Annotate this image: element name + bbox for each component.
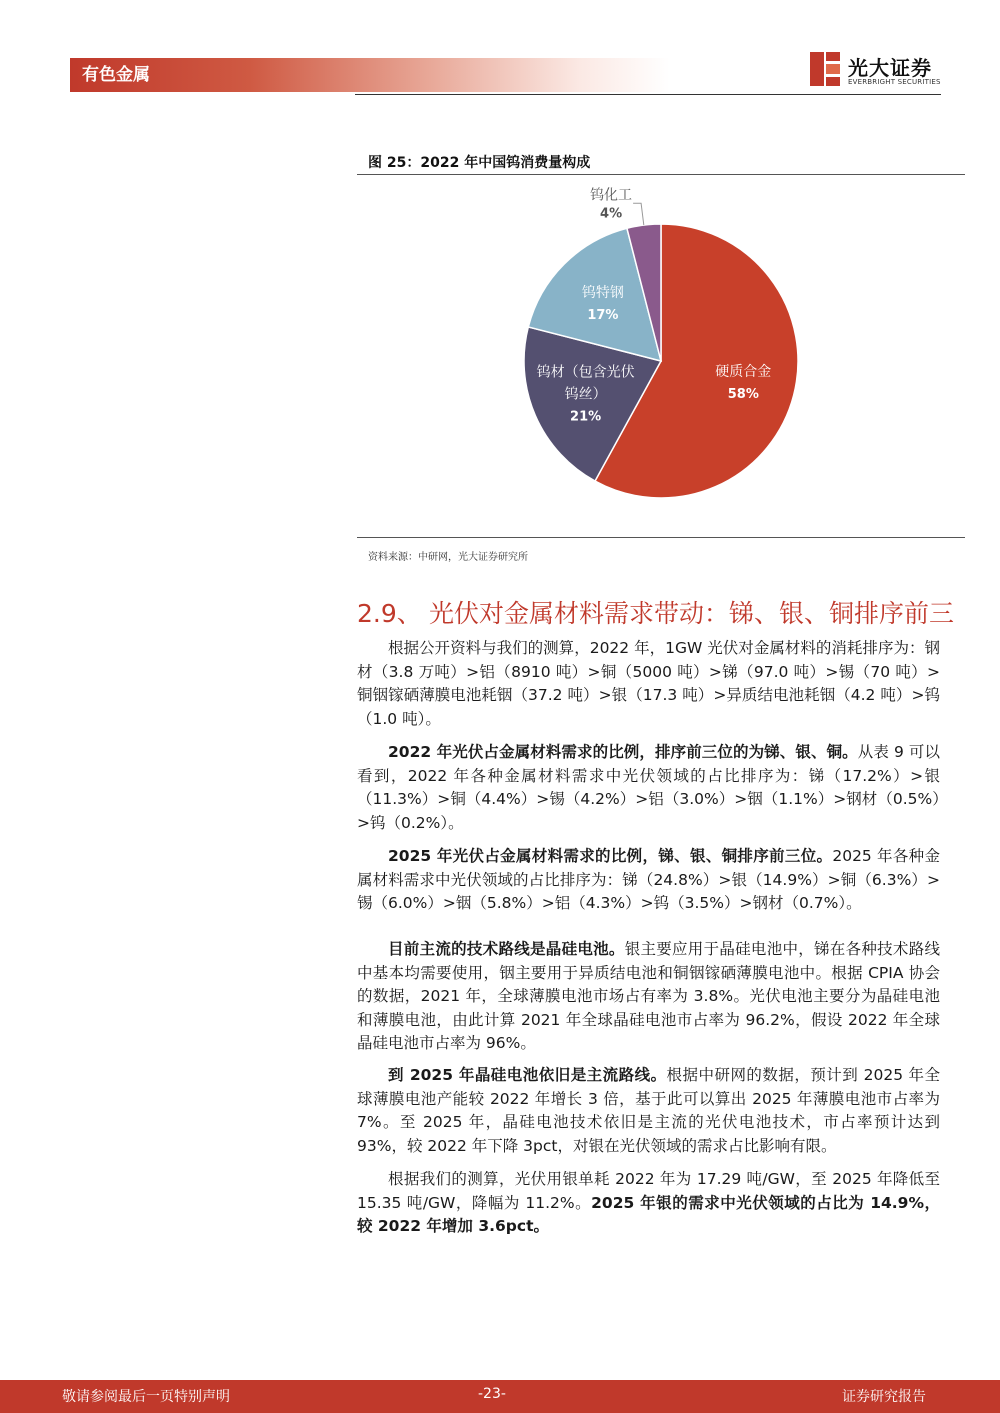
pie-label: 钨化工 bbox=[590, 187, 633, 204]
footer-report-type: 证券研究报告 bbox=[842, 1389, 926, 1405]
section-heading bbox=[357, 594, 954, 630]
logo-mark-icon bbox=[810, 52, 840, 86]
logo-text-en: EVERBRIGHT SECURITIES bbox=[848, 78, 941, 86]
paragraph-1-text: 根据公开资料与我们的测算，2022 年，1GW 光伏对金属材料的消耗排序为：钢材（3.8 万吨）>铝（8910 吨）>铜（5000 吨）>锑（97.0 吨）>锡（70 吨）>铜铟镓硒薄膜电池耗铟（37.2 吨）>银（17.3 吨）>异质结电池耗铟（4.2 吨）>钨（1.0 吨）。 bbox=[357, 639, 940, 728]
paragraph-6 bbox=[357, 1168, 940, 1239]
logo-text-cn: 光大证券 bbox=[848, 56, 932, 80]
figure-source: 资料来源：中研网，光大证券研究所 bbox=[368, 552, 528, 563]
section-title: 光伏对金属材料需求带动：锑、银、铜排序前三 bbox=[429, 599, 955, 628]
pie-value-label: 21% bbox=[570, 409, 602, 425]
footer-disclaimer: 敬请参阅最后一页特别声明 bbox=[62, 1389, 230, 1405]
pie-value-label: 17% bbox=[587, 307, 619, 323]
pie-label: 钨材（包含光伏 bbox=[536, 364, 635, 381]
section-number: 2.9、 bbox=[357, 599, 422, 628]
figure-bottom-rule bbox=[357, 537, 965, 538]
paragraph-4-text: 银主要应用于晶硅电池中，锑在各种技术路线中基本均需要使用，铟主要用于异质结电池和铜铟镓硒薄膜电池中。根据 CPIA 协会的数据，2021 年，全球薄膜电池市场占有率为 3.8%。光伏电池主要分为晶硅电池和薄膜电池，由此计算 2021 年全球晶硅电池市占率为 96.2%，假设 2022 年全球晶硅电池市占率为 96%。 bbox=[357, 940, 940, 1052]
pie-value-label: 4% bbox=[600, 206, 623, 222]
figure-title: 图 25：2022 年中国钨消费量构成 bbox=[368, 155, 591, 171]
paragraph-4 bbox=[357, 938, 940, 1056]
pie-leader-line bbox=[633, 203, 644, 225]
pie-label: 钨丝） bbox=[564, 386, 607, 403]
paragraph-5 bbox=[357, 1064, 940, 1158]
paragraph-2-lead: 2022 年光伏占金属材料需求的比例，排序前三位的为锑、银、铜。 bbox=[388, 743, 858, 761]
paragraph-4-lead: 目前主流的技术路线是晶硅电池。 bbox=[388, 940, 625, 958]
figure-top-rule bbox=[357, 174, 965, 175]
paragraph-1 bbox=[357, 637, 940, 731]
header-band bbox=[70, 58, 670, 92]
company-logo bbox=[810, 50, 942, 90]
paragraph-2-text: 从表 9 可以看到，2022 年各种金属材料需求中光伏领域的占比排序为：锑（17.2%）>银（11.3%）>铜（4.4%）>锡（4.2%）>铝（3.0%）>铟（1.1%）>钢材（0.5%）>钨（0.2%）。 bbox=[357, 743, 941, 832]
paragraph-3-text: 2025 年各种金属材料需求中光伏领域的占比排序为：锑（24.8%）>银（14.9%）>铜（6.3%）>锡（6.0%）>铟（5.8%）>铝（4.3%）>钨（3.5%）>钢材（0.7%）。 bbox=[357, 847, 940, 912]
paragraph-2 bbox=[357, 741, 940, 835]
pie-label: 钨特钢 bbox=[581, 284, 624, 301]
pie-chart bbox=[357, 176, 965, 534]
paragraph-3-lead: 2025 年光伏占金属材料需求的比例，锑、银、铜排序前三位。 bbox=[388, 847, 833, 865]
paragraph-5-text: 根据中研网的数据，预计到 2025 年全球薄膜电池产能较 2022 年增长 3 倍，基于此可以算出 2025 年薄膜电池市占率为 7%。至 2025 年，晶硅电池技术依旧是主流的光伏电池技术，市占率预计达到 93%，较 2022 年下降 3pct，对银在光伏领域的需求占比影响有限。 bbox=[357, 1066, 940, 1155]
pie-label: 硬质合金 bbox=[715, 364, 772, 381]
header-rule bbox=[355, 94, 941, 95]
section-label: 有色金属 bbox=[82, 65, 150, 85]
paragraph-5-lead: 到 2025 年晶硅电池依旧是主流路线。 bbox=[388, 1066, 667, 1084]
pie-value-label: 58% bbox=[727, 387, 759, 403]
paragraph-6-text: 根据我们的测算，光伏用银单耗 2022 年为 17.29 吨/GW，至 2025 年降低至 15.35 吨/GW，降幅为 11.2%。 bbox=[357, 1170, 940, 1212]
page-number: -23- bbox=[478, 1386, 506, 1402]
paragraph-6-conclusion: 2025 年银的需求中光伏领域的占比为 14.9%，较 2022 年增加 3.6pct。 bbox=[357, 1193, 940, 1235]
paragraph-3 bbox=[357, 845, 940, 916]
